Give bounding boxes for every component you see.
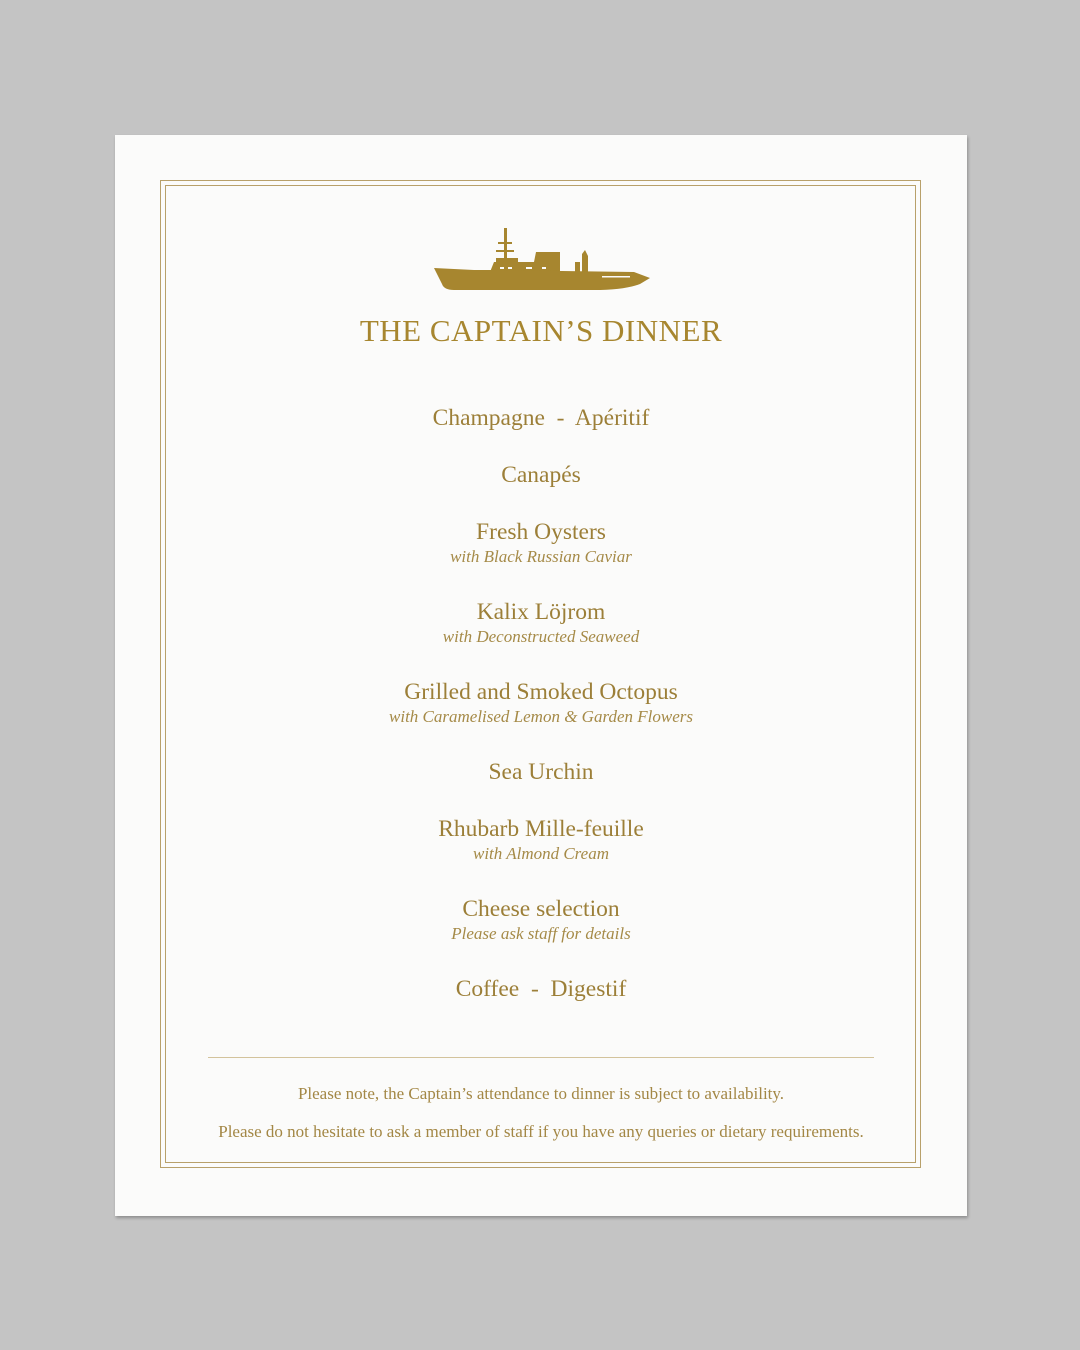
course-note: with Caramelised Lemon & Garden Flowers xyxy=(389,707,693,726)
menu-card xyxy=(115,135,967,1216)
ship-icon xyxy=(434,228,650,292)
course-note: Please ask staff for details xyxy=(451,924,631,943)
availability-note: Please note, the Captain’s attendance to dinner is subject to availability. xyxy=(297,1084,785,1103)
course-item xyxy=(115,403,967,433)
course-list xyxy=(115,403,967,1004)
course-name: Champagne - Apéritif xyxy=(432,405,650,431)
divider xyxy=(208,1057,874,1058)
course-item xyxy=(115,814,967,864)
course-name: Coffee - Digestif xyxy=(455,976,627,1002)
course-item xyxy=(115,757,967,787)
dietary-note: Please do not hesitate to ask a member of staff if you have any queries or dietary requirements. xyxy=(218,1122,864,1141)
course-item xyxy=(115,677,967,727)
course-name: Cheese selection xyxy=(462,896,620,922)
course-note: with Black Russian Caviar xyxy=(450,547,632,566)
course-item xyxy=(115,894,967,944)
course-name: Canapés xyxy=(501,462,581,488)
course-name: Rhubarb Mille-feuille xyxy=(438,816,644,842)
menu-title: THE CAPTAIN’S DINNER xyxy=(359,313,723,348)
course-item xyxy=(115,597,967,647)
course-note: with Deconstructed Seaweed xyxy=(442,627,640,646)
course-item xyxy=(115,460,967,490)
course-item xyxy=(115,517,967,567)
course-item xyxy=(115,974,967,1004)
course-name: Sea Urchin xyxy=(488,759,594,785)
course-name: Grilled and Smoked Octopus xyxy=(404,679,678,705)
course-name: Fresh Oysters xyxy=(476,519,606,545)
course-note: with Almond Cream xyxy=(472,844,609,863)
course-name: Kalix Löjrom xyxy=(476,599,606,625)
